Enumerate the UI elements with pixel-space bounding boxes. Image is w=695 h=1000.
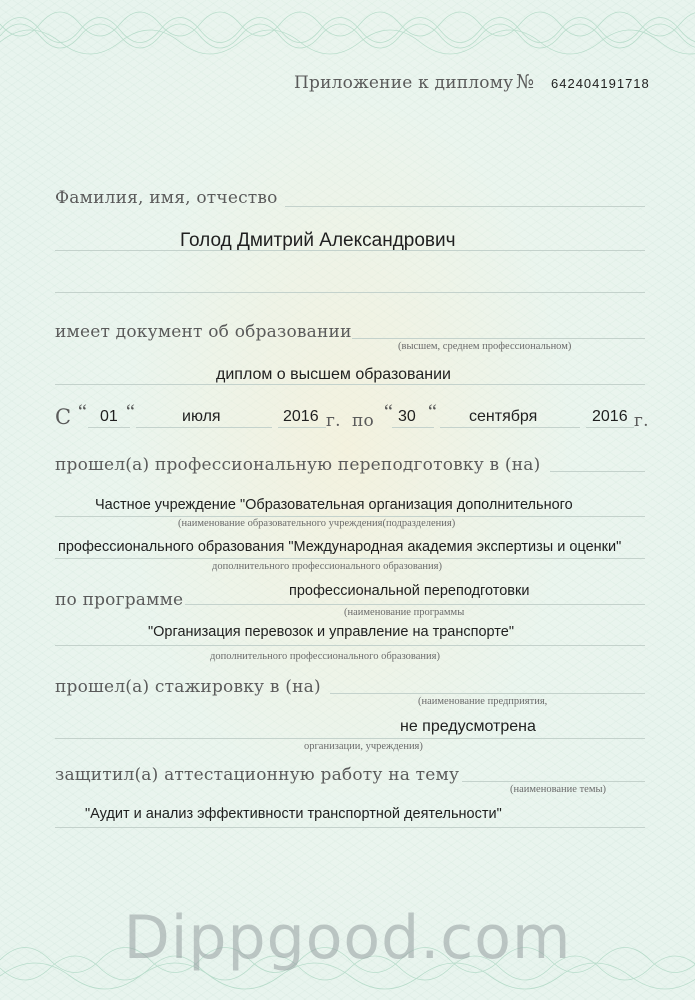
thesis-label: защитил(а) аттестационную работу на тему <box>55 765 460 785</box>
thesis-value: "Аудит и анализ эффективности транспортной деятельности" <box>85 806 502 822</box>
thesis-hint: (наименование темы) <box>510 784 607 795</box>
number-sign: № <box>516 71 535 93</box>
retraining-org-line-1: Частное учреждение "Образовательная организация дополнительного <box>95 497 573 513</box>
thesis-rule-1 <box>462 781 645 782</box>
full-name-rule-3 <box>55 292 645 293</box>
period-to-prefix: по <box>352 411 374 431</box>
education-rule-2 <box>55 384 645 385</box>
diploma-number: 642404191718 <box>551 76 650 91</box>
internship-value: не предусмотрена <box>400 718 536 735</box>
retraining-rule-3 <box>55 558 645 559</box>
internship-rule-2 <box>55 738 645 739</box>
internship-label: прошел(а) стажировку в (на) <box>55 677 321 697</box>
period-to-month-rule <box>440 427 580 428</box>
education-rule-1 <box>352 338 645 339</box>
period-to-year-rule <box>586 427 634 428</box>
guilloche-top-border <box>0 0 695 55</box>
full-name-rule-2 <box>55 250 645 251</box>
period-to-day-rule <box>392 427 434 428</box>
internship-hint-1: (наименование предприятия, <box>418 696 548 707</box>
program-rule-2 <box>55 645 645 646</box>
program-hint-1: (наименование программы <box>344 607 465 618</box>
program-rule-1 <box>185 604 645 605</box>
retraining-hint-1: (наименование образовательного учреждения(подразделения) <box>178 518 456 529</box>
period-from-close-quote: “ <box>126 401 135 423</box>
education-hint: (высшем, среднем профессиональном) <box>398 341 572 352</box>
full-name-label: Фамилия, имя, отчество <box>55 188 278 208</box>
internship-rule-1 <box>330 693 645 694</box>
retraining-rule-1 <box>550 471 645 472</box>
program-label: по программе <box>55 590 184 610</box>
period-to-close-quote: “ <box>428 401 437 423</box>
program-value-2: "Организация перевозок и управление на транспорте" <box>148 624 514 640</box>
period-from-month-rule <box>136 427 272 428</box>
period-to-year: 2016 <box>592 408 628 425</box>
education-value: диплом о высшем образовании <box>216 366 451 383</box>
period-to-open-quote: “ <box>384 401 393 423</box>
period-from-prefix: С <box>55 405 72 429</box>
program-hint-2: дополнительного профессионального образования) <box>210 651 440 662</box>
retraining-rule-2 <box>55 516 645 517</box>
program-value-1: профессиональной переподготовки <box>289 583 530 599</box>
internship-hint-2: организации, учреждения) <box>304 741 423 752</box>
education-label: имеет документ об образовании <box>55 322 352 342</box>
period-from-month: июля <box>182 408 221 425</box>
period-from-year: 2016 <box>283 408 319 425</box>
period-to-year-suffix: г. <box>634 411 649 431</box>
period-to-month: сентября <box>469 408 538 425</box>
full-name-value: Голод Дмитрий Александрович <box>180 230 456 251</box>
thesis-rule-2 <box>55 827 645 828</box>
watermark-text: Dippgood.com <box>123 903 572 973</box>
period-to-day: 30 <box>398 408 416 425</box>
retraining-org-line-2: профессионального образования "Международная академия экспертизы и оценки" <box>58 539 622 555</box>
retraining-label: прошел(а) профессиональную переподготовку в (на) <box>55 455 541 475</box>
period-from-day-rule <box>88 427 130 428</box>
supplement-title: Приложение к диплому <box>294 73 514 93</box>
period-from-open-quote: “ <box>78 401 87 423</box>
retraining-hint-2: дополнительного профессионального образования) <box>212 561 442 572</box>
period-from-year-suffix: г. <box>326 411 341 431</box>
full-name-rule-1 <box>285 206 645 207</box>
period-from-day: 01 <box>100 408 118 425</box>
period-from-year-rule <box>278 427 326 428</box>
